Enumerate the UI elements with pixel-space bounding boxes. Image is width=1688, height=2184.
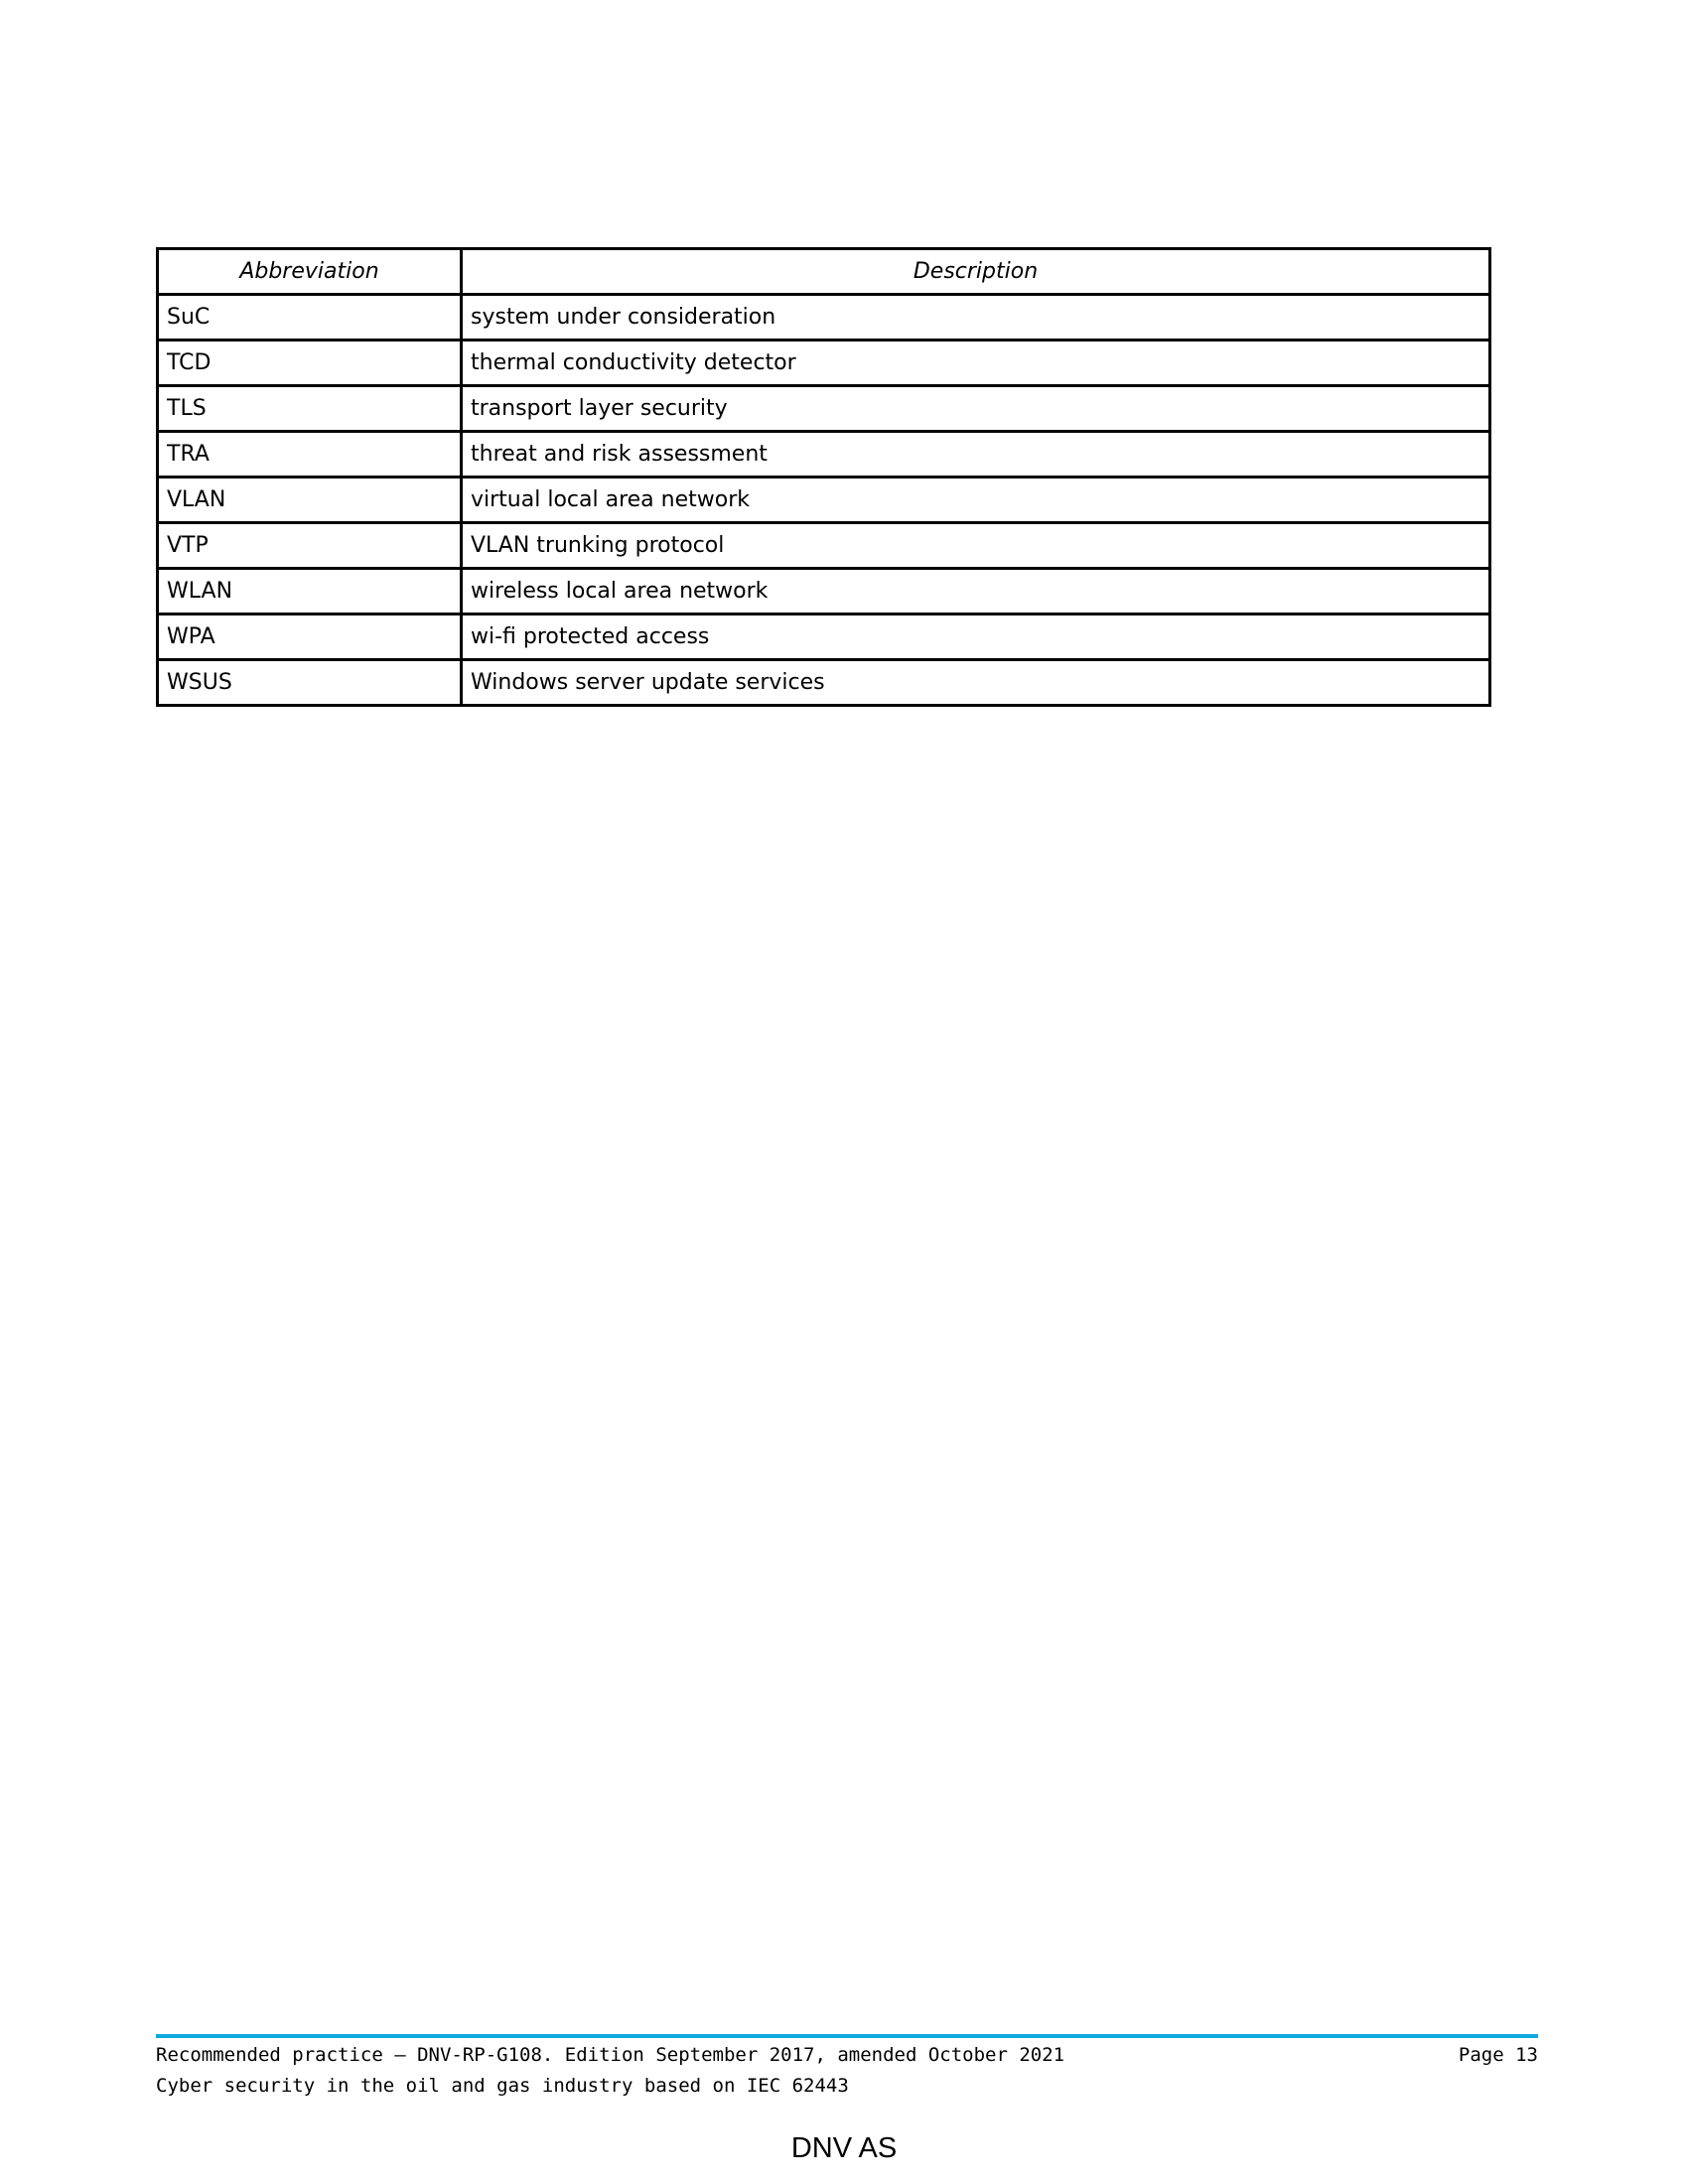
description-cell: system under consideration (462, 295, 1490, 341)
table-row (158, 432, 1490, 478)
description-cell: Windows server update services (462, 660, 1490, 706)
description-cell: virtual local area network (462, 478, 1490, 523)
table-row (158, 614, 1490, 660)
description-cell: thermal conductivity detector (462, 341, 1490, 386)
abbreviation-cell: SuC (158, 295, 462, 341)
table-row (158, 523, 1490, 569)
table-row (158, 660, 1490, 706)
description-cell: wireless local area network (462, 569, 1490, 614)
table-row (158, 569, 1490, 614)
abbreviations-table (156, 247, 1491, 707)
abbreviation-cell: VTP (158, 523, 462, 569)
abbreviation-cell: WSUS (158, 660, 462, 706)
footer-document-subtitle: Cyber security in the oil and gas industry based on IEC 62443 (156, 2075, 849, 2097)
description-cell: wi-fi protected access (462, 614, 1490, 660)
footer-document-title: Recommended practice — DNV-RP-G108. Edition September 2017, amended October 2021 (156, 2044, 1065, 2066)
footer-page-number: Page 13 (1458, 2044, 1538, 2066)
description-cell: transport layer security (462, 386, 1490, 432)
abbreviation-cell: WPA (158, 614, 462, 660)
footer-divider (156, 2034, 1538, 2038)
table-row (158, 295, 1490, 341)
table-row (158, 386, 1490, 432)
table-header-row (158, 249, 1490, 295)
description-column-header: Description (462, 249, 1490, 295)
table-row (158, 478, 1490, 523)
description-cell: threat and risk assessment (462, 432, 1490, 478)
description-cell: VLAN trunking protocol (462, 523, 1490, 569)
abbreviation-cell: TCD (158, 341, 462, 386)
abbreviation-column-header: Abbreviation (158, 249, 462, 295)
footer-company-name: DNV AS (790, 2132, 898, 2164)
table-row (158, 341, 1490, 386)
abbreviation-cell: TRA (158, 432, 462, 478)
abbreviation-cell: VLAN (158, 478, 462, 523)
abbreviation-cell: WLAN (158, 569, 462, 614)
abbreviation-cell: TLS (158, 386, 462, 432)
